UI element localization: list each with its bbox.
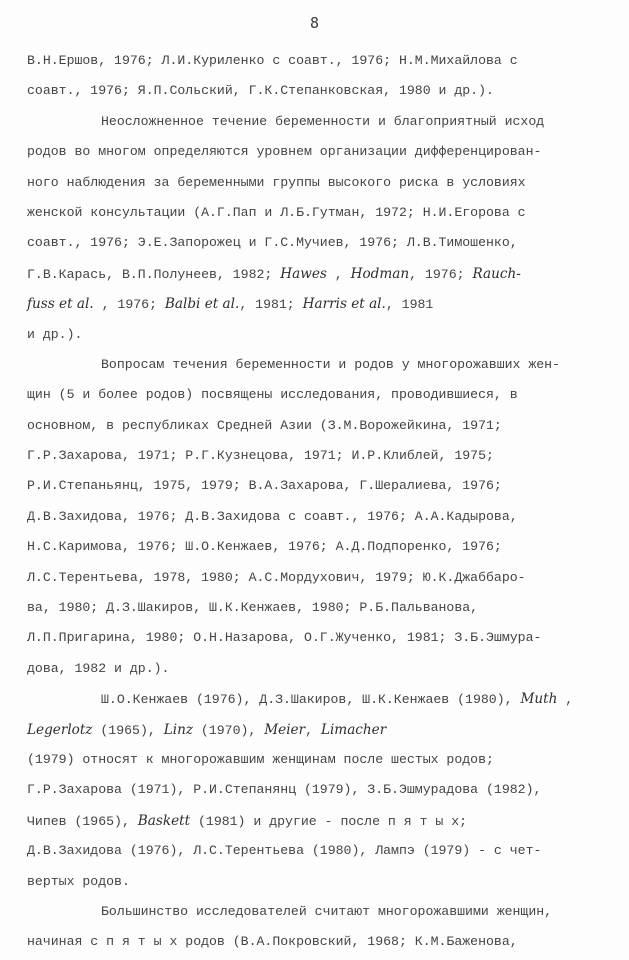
text-line (27, 137, 613, 167)
typed-text: Г.Р.Захарова, 1971; Р.Г.Кузнецова, 1971; И.Р.Клиблей, 1975; (27, 448, 494, 464)
handwritten-citation: Baskett (137, 812, 191, 829)
body-text (27, 46, 613, 958)
typed-text: Неосложненное течение беременности и благоприятный исход (101, 113, 545, 129)
typed-text: и др.). (27, 326, 83, 342)
text-line (27, 745, 613, 775)
text-line (27, 441, 613, 471)
typed-text: Ш.О.Кенжаев (1976), Д.З.Шакиров, Ш.К.Кенжаев (1980), (101, 692, 521, 708)
typed-text: Г.В.Карась, В.П.Полунеев, 1982; (27, 266, 281, 282)
typed-text: , (326, 266, 351, 282)
text-line (27, 46, 613, 76)
text-line (27, 623, 613, 653)
handwritten-citation: Muth (520, 691, 558, 708)
handwritten-citation: fuss et al. (27, 296, 94, 313)
typed-text: щин (5 и более родов) посвящены исследования, проводившиеся, в (27, 387, 518, 403)
text-line (27, 836, 613, 866)
text-line (27, 380, 613, 410)
text-line (27, 867, 613, 897)
text-line (27, 897, 613, 927)
typed-text: , (305, 722, 321, 738)
handwritten-citation: Limacher (320, 721, 387, 738)
text-line (27, 563, 613, 593)
text-line (27, 320, 613, 350)
text-line (27, 532, 613, 562)
handwritten-citation: Meier (264, 721, 306, 738)
typed-text: , 1976; (93, 297, 165, 313)
typed-text: Д.В.Захидова (1976), Л.С.Терентьева (1980), Лампэ (1979) - с чет- (27, 843, 542, 859)
typed-text: , 1981; (239, 297, 303, 313)
text-line (27, 775, 613, 805)
text-line (27, 471, 613, 501)
typed-text: В.Н.Ершов, 1976; Л.И.Куриленко с соавт., 1976; Н.М.Михайлова с (27, 53, 518, 68)
text-line (27, 289, 613, 319)
typed-text: Вопросам течения беременности и родов у многорожавших жен- (101, 356, 560, 372)
handwritten-citation: Rauch- (472, 265, 521, 282)
typed-text: женской консультации (А.Г.Пап и Л.Б.Гутман, 1972; Н.И.Егорова с (27, 204, 526, 220)
typed-text: Г.Р.Захарова (1971), Р.И.Степанянц (1979), З.Б.Эшмурадова (1982), (27, 782, 542, 798)
text-line (27, 593, 613, 623)
text-line (27, 654, 613, 684)
handwritten-citation: Legerlotz (27, 721, 93, 738)
handwritten-citation: Linz (163, 721, 194, 738)
text-line (27, 502, 613, 532)
text-line (27, 715, 613, 745)
typed-text: , 1976; (409, 266, 473, 282)
text-line (27, 259, 613, 289)
handwritten-citation: Hawes (280, 265, 327, 282)
typed-text: Большинство исследователей считают многорожавшими женщин, (101, 903, 553, 919)
typed-text: , (557, 692, 574, 708)
typed-text: (1965), (92, 722, 164, 738)
typed-text: Н.С.Каримова, 1976; Ш.О.Кенжаев, 1976; А.Д.Подпоренко, 1976; (27, 539, 502, 555)
typed-text: Д.В.Захидова, 1976; Д.В.Захидова с соавт., 1976; А.А.Кадырова, (27, 508, 518, 524)
handwritten-citation: Hodman (350, 265, 410, 282)
typed-text: Л.П.Пригарина, 1980; О.Н.Назарова, О.Г.Жученко, 1981; З.Б.Эшмура- (27, 630, 542, 646)
typed-text: , 1981 (385, 297, 434, 313)
text-line (27, 684, 613, 714)
handwritten-citation: Balbi et al. (164, 296, 240, 313)
typed-text: Р.И.Степаньянц, 1975, 1979; В.А.Захарова, Г.Шералиева, 1976; (27, 478, 502, 494)
typed-text: (1970), (193, 722, 265, 738)
typed-text: (1981) и другие - после п я т ы х; (190, 813, 468, 829)
typed-text: основном, в республиках Средней Азии (З.М.Ворожейкина, 1971; (27, 417, 502, 433)
text-line (27, 76, 613, 106)
handwritten-citation: Harris et al. (302, 296, 386, 313)
typed-text: дова, 1982 и др.). (27, 660, 170, 676)
typed-text: Л.С.Терентьева, 1978, 1980; А.С.Мордухович, 1979; Ю.К.Джаббаро- (27, 569, 526, 585)
text-line (27, 350, 613, 380)
text-line (27, 168, 613, 198)
typed-text: соавт., 1976; Э.Е.Запорожец и Г.С.Мучиев, 1976; Л.В.Тимошенко, (27, 235, 518, 251)
typed-text: соавт., 1976; Я.П.Сольский, Г.К.Степанковская, 1980 и др.). (27, 83, 494, 99)
typed-text: Чипев (1965), (27, 813, 138, 829)
text-line (27, 927, 613, 957)
text-line (27, 411, 613, 441)
typed-text: начиная с п я т ы х родов (В.А.Покровский, 1968; К.М.Баженова, (27, 934, 518, 950)
text-line (27, 198, 613, 228)
text-line (27, 806, 613, 836)
typed-text: ва, 1980; Д.З.Шакиров, Ш.К.Кенжаев, 1980; Р.Б.Пальванова, (27, 600, 479, 616)
typed-text: вертых родов. (27, 873, 130, 889)
text-line (27, 228, 613, 258)
typed-text: родов во многом определяются уровнем организации дифференцирован- (27, 144, 542, 160)
text-line (27, 107, 613, 137)
typed-text: (1979) относят к многорожавшим женщинам после шестых родов; (27, 751, 494, 767)
page-number: 8 (309, 14, 320, 32)
typed-text: ного наблюдения за беременными группы высокого риска в условиях (27, 174, 526, 190)
